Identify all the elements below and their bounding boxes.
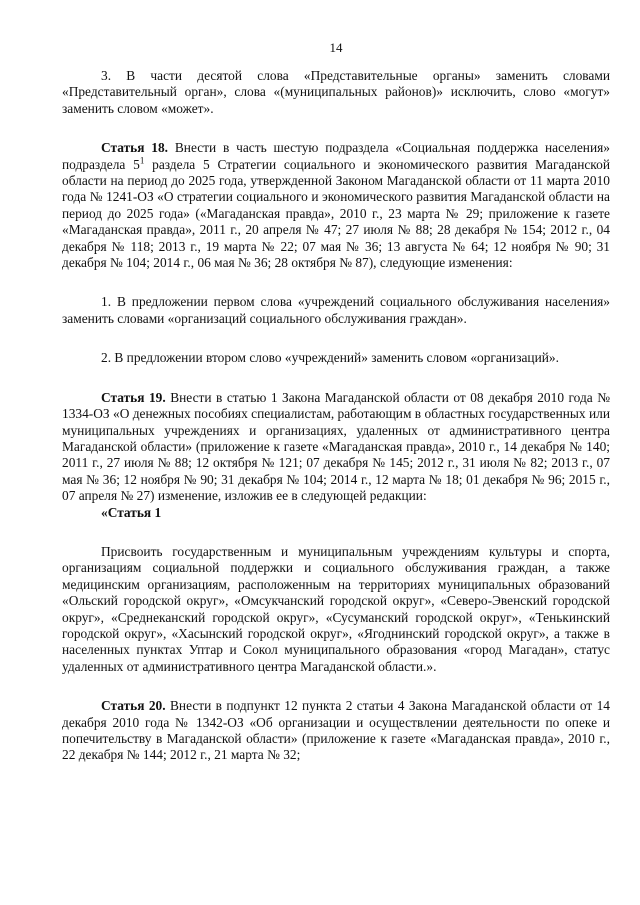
superscript: 1 xyxy=(139,155,145,166)
paragraph-item-1 xyxy=(62,294,610,327)
document-page xyxy=(62,40,610,764)
paragraph-text: Внести в часть шестую подраздела «Социальная поддержка населения» подраздела 5 xyxy=(62,140,610,172)
paragraph-text: 2. В предложении втором слово «учреждений» заменить словом «организаций». xyxy=(101,350,559,366)
article-heading: Статья 19. xyxy=(101,389,166,405)
article-heading: Статья 20. xyxy=(101,698,166,714)
page-number: 14 xyxy=(329,40,343,55)
paragraph-text: 1. В предложении первом слова «учреждений социального обслуживания населения» заменить словами «организаций социального обслуживания граждан». xyxy=(62,294,610,326)
article-18 xyxy=(62,140,610,271)
quoted-article-title: «Статья 1 xyxy=(101,504,162,520)
paragraph-item-3 xyxy=(62,68,610,117)
article-19 xyxy=(62,390,610,505)
paragraph-text: Внести в подпункт 12 пункта 2 статьи 4 Закона Магаданской области от 14 декабря 2010 года № 1342-ОЗ «Об организации и осуществлении деятельности по опеке и попечительству в Магаданской области» (приложение к газете «Магаданская правда», 2010 г., 22 декабря № 144; 2012 г., 21 марта № 32; xyxy=(62,698,610,763)
article-20 xyxy=(62,698,610,764)
quoted-article-heading xyxy=(62,505,610,521)
paragraph-text: 3. В части десятой слова «Представительные органы» заменить словами «Представительный орган», слова «(муниципальных районов)» исключить, слово «могут» заменить словом «может». xyxy=(62,68,610,116)
quoted-article-body xyxy=(62,544,610,675)
paragraph-item-2 xyxy=(62,350,610,366)
paragraph-text: Внести в статью 1 Закона Магаданской области от 08 декабря 2010 года № 1334-ОЗ «О денежных пособиях специалистам, работающим в областных государственных или муниципальных учреждениях и организациях, удаленных от административного центра Магаданской области» (приложение к газете «Магаданская правда», 2010 г., 14 декабря № 140; 2011 г., 27 июля № 88; 12 октября № 121; 07 декабря № 145; 2012 г., 31 июля № 82; 2013 г., 07 мая № 36; 12 ноября № 90; 31 декабря № 104; 2014 г., 12 марта № 18; 01 декабря № 96; 2015 г., 07 апреля № 27) изменение, изложив ее в следующей редакции: xyxy=(62,389,610,504)
paragraph-text: Присвоить государственным и муниципальным учреждениям культуры и спорта, организациям социальной поддержки и социального обслуживания граждан, а также медицинским организациям, расположенным на территориях муниципальных образований «Ольский городской округ», «Омсукчанский городской округ», «Северо-Эвенский городской округ», «Среднеканский городской округ», «Сусуманский городской округ», «Тенькинский городской округ», «Хасынский городской округ», «Ягоднинский городской округ», а также в населенных пунктах Уптар и Сокол муниципального образования «город Магадан», статус удаленных от административного центра Магаданской области.». xyxy=(62,543,610,674)
article-heading: Статья 18. xyxy=(101,140,169,156)
paragraph-text: раздела 5 Стратегии социального и экономического развития Магаданской области на период до 2025 года, утвержденной Законом Магаданской области от 11 марта 2010 года № 1241-ОЗ «О стратегии социального и экономического развития Магаданской области на период до 2025 года» («Магаданская правда», 2010 г., 23 марта № 29; приложение к газете «Магаданская правда», 2011 г., 20 апреля № 47; 27 июля № 88; 28 декабря № 154; 2012 г., 04 декабря № 118; 2013 г., 19 марта № 22; 07 мая № 36; 13 августа № 64; 12 ноября № 90; 31 декабря № 104; 2014 г., 06 мая № 36; 28 октября № 87), следующие изменения: xyxy=(62,156,610,271)
